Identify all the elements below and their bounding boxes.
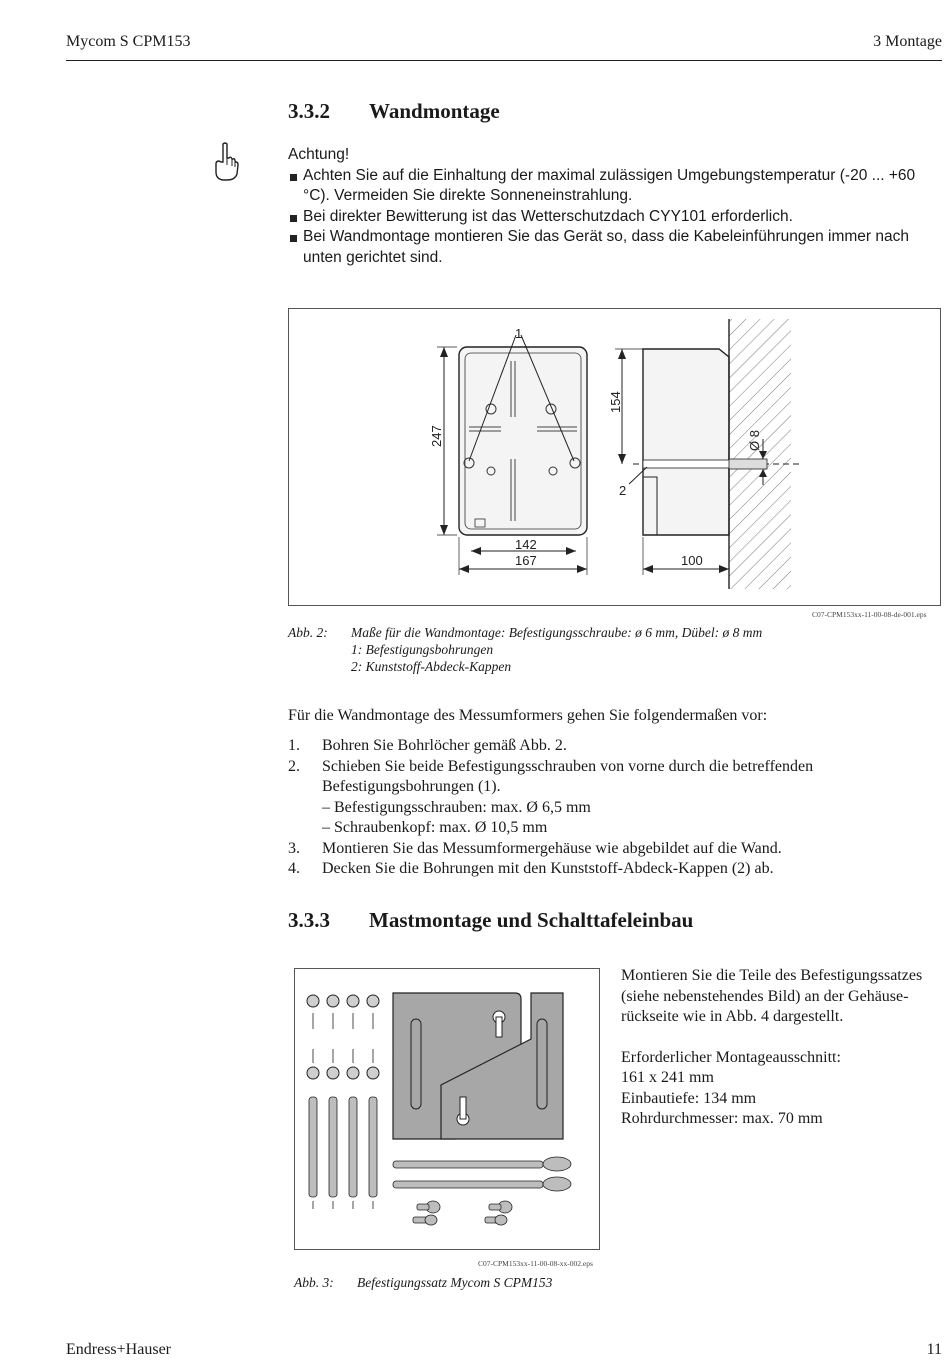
requirement-line: Erforderlicher Montageausschnitt: — [621, 1048, 841, 1066]
step-item: 1. Bohren Sie Bohrlöcher gemäß Abb. 2. — [288, 737, 567, 754]
warning-item: Achten Sie auf die Einhaltung der maximal zulässigen Umgebungstemperatur (-20 ... +60 °C). Vermeiden Sie direkte Sonneneinstrahlung. — [288, 166, 938, 207]
figure-3-fileref: C07-CPM153xx-11-00-08-xx-002.eps — [478, 1259, 593, 1268]
header-chapter: 3 Montage — [873, 33, 942, 50]
figure-3-caption-number: Abb. 3: — [294, 1275, 334, 1290]
step-item: 4. Decken Sie die Bohrungen mit den Kunststoff-Abdeck-Kappen (2) ab. — [288, 860, 774, 877]
dim-outer-width-label: 167 — [515, 553, 537, 568]
warning-label: Achtung! — [288, 146, 350, 163]
dim-side-height-label: 154 — [608, 391, 623, 413]
caption-line: 1: Befestigungsbohrungen — [351, 642, 494, 657]
section-title-mastmontage: Mastmontage und Schalttafeleinbau — [369, 908, 694, 932]
header-title: Mycom S CPM153 — [66, 33, 191, 50]
warning-list — [288, 166, 938, 269]
caption-line: 2: Kunststoff-Abdeck-Kappen — [351, 659, 512, 674]
section-number-333: 3.3.3 — [288, 908, 330, 932]
dim-depth-label: 100 — [681, 553, 703, 568]
figure-2-caption — [351, 624, 931, 675]
callout-2-label: 2 — [619, 483, 627, 498]
warning-item: Bei direkter Bewitterung ist das Wetterschutzdach CYY101 erforderlich. — [288, 207, 938, 228]
step-sub-item: – Befestigungsschrauben: max. Ø 6,5 mm — [322, 798, 591, 816]
dim-height-label: 247 — [429, 425, 444, 447]
mounting-paragraph: Montieren Sie die Teile des Befestigungssatzes (siehe nebenstehendes Bild) an der Gehäuse-rückseite wie in Abb. 4 dargestellt. — [621, 967, 923, 1025]
figure-3-caption: Befestigungssatz Mycom S CPM153 — [357, 1275, 553, 1290]
requirement-line: Rohrdurchmesser: max. 70 mm — [621, 1110, 823, 1127]
page-number: 11 — [926, 1341, 942, 1358]
mounting-kit-drawing — [294, 968, 600, 1250]
section-number-332: 3.3.2 — [288, 99, 330, 123]
pointing-hand-icon — [213, 142, 239, 187]
caption-line: Maße für die Wandmontage: Befestigungsschraube: ø 6 mm, Dübel: ø 8 mm — [351, 625, 763, 640]
callout-1-label: 1 — [515, 326, 523, 341]
warning-item: Bei Wandmontage montieren Sie das Gerät so, dass die Kabeleinführungen immer nach unten gerichtet sind. — [288, 227, 938, 268]
wall-mount-steps — [288, 736, 942, 880]
dim-diameter-label: Ø 8 — [747, 430, 762, 451]
figure-2-fileref: C07-CPM153xx-11-00-08-de-001.eps — [812, 610, 927, 619]
footer-brand: Endress+Hauser — [66, 1341, 171, 1358]
dim-inner-width-label: 142 — [515, 537, 537, 552]
header-rule — [66, 60, 942, 61]
step-item: 3. Montieren Sie das Messumformergehäuse wie abgebildet auf die Wand. — [288, 839, 782, 857]
step-item: 2. Schieben Sie beide Befestigungsschrauben von vorne durch die betreffenden Befestigungsbohrungen (1). – Befestigungsschrauben: max. Ø 6,5 mm – Schraubenkopf: max. Ø 10,5 mm — [288, 757, 942, 839]
requirement-line: 161 x 241 mm — [621, 1069, 714, 1086]
figure-2-caption-number: Abb. 2: — [288, 625, 328, 640]
requirement-line: Einbautiefe: 134 mm — [621, 1089, 757, 1107]
step-sub-item: – Schraubenkopf: max. Ø 10,5 mm — [322, 819, 548, 836]
section-title-wandmontage: Wandmontage — [369, 99, 500, 123]
wall-mount-drawing — [288, 308, 941, 606]
wall-mount-intro: Für die Wandmontage des Messumformers gehen Sie folgendermaßen vor: — [288, 707, 768, 724]
